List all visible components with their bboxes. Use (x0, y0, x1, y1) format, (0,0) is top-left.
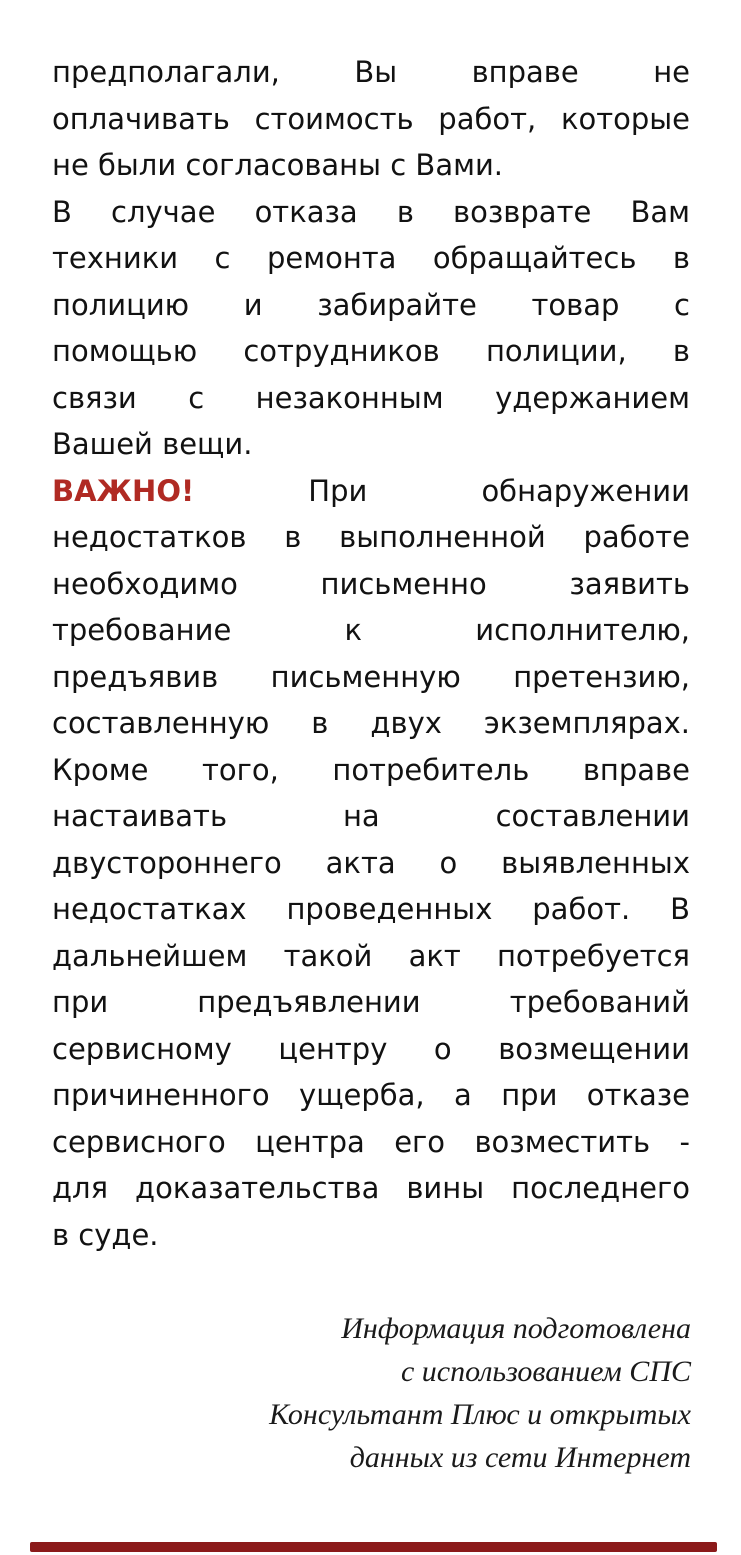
text-line: в суде. (52, 1217, 159, 1252)
attribution-line: данных из сети Интернет (349, 1441, 691, 1474)
attribution-line: Информация подготовлена (341, 1312, 691, 1345)
text-line: настаивать на составлении (52, 799, 690, 833)
text-line: недостатков в выполненной работе (52, 520, 690, 554)
attribution-line: Консультант Плюс и открытых (269, 1398, 691, 1431)
text-line: не были согласованы с Вами. (52, 148, 504, 182)
video-progress-bar[interactable] (30, 1542, 717, 1552)
text-line: сервисного центра его возместить - (52, 1124, 690, 1159)
text-line: для доказательства вины последнего (52, 1171, 690, 1205)
text-line: оплачивать стоимость работ, которые (52, 101, 690, 136)
text-line: сервисному центру о возмещении (52, 1031, 690, 1066)
text-line: дальнейшем такой акт потребуется (52, 938, 690, 973)
text-line: В случае отказа в возврате Вам (52, 194, 690, 229)
text-line: требование к исполнителю, (52, 613, 690, 647)
text-line: предполагали, Вы вправе не (52, 55, 690, 89)
text-line: недостатках проведенных работ. В (52, 892, 690, 926)
text-line: полицию и забирайте товар с (52, 287, 690, 322)
body-text (52, 49, 690, 1258)
text-line: помощью сотрудников полиции, в (52, 334, 690, 368)
text-line-important (52, 468, 690, 515)
attribution-line: с использованием СПС (400, 1355, 691, 1388)
text-line: причиненного ущерба, а при отказе (52, 1078, 690, 1112)
text-line: двустороннего акта о выявленных (52, 845, 690, 880)
text-line: при предъявлении требований (52, 985, 690, 1019)
important-label: ВАЖНО! (52, 473, 195, 508)
attribution-note (211, 1307, 691, 1479)
text-line: составленную в двух экземплярах. (52, 706, 690, 740)
text-line: Вашей вещи. (52, 427, 253, 461)
text-line: предъявив письменную претензию, (52, 659, 690, 694)
text-line: необходимо письменно заявить (52, 566, 690, 601)
text-line: связи с незаконным удержанием (52, 380, 690, 415)
text-line: техники с ремонта обращайтесь в (52, 241, 690, 275)
text-line: Кроме того, потребитель вправе (52, 752, 690, 787)
important-line-rest: При обнаружении (308, 473, 690, 508)
